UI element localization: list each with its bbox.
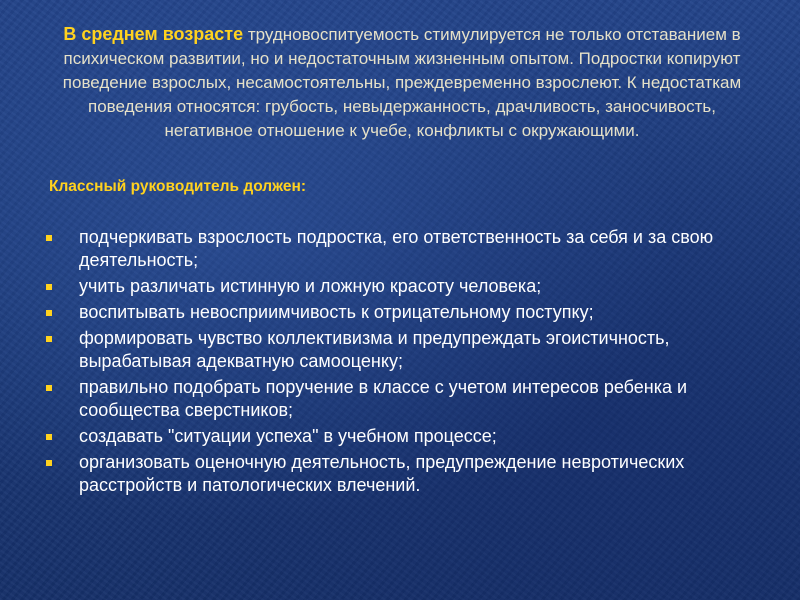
- sub-heading: Классный руководитель должен:: [49, 178, 307, 195]
- list-item-text: создавать "ситуации успеха" в учебном процессе;: [79, 426, 497, 446]
- square-bullet-icon: [46, 284, 52, 290]
- intro-lead: В среднем возрасте: [63, 24, 244, 44]
- square-bullet-icon: [46, 385, 52, 391]
- list-item-text: формировать чувство коллективизма и предупреждать эгоистичность, вырабатывая адекватную самооценку;: [79, 328, 670, 371]
- square-bullet-icon: [46, 336, 52, 342]
- list-item-text: организовать оценочную деятельность, предупреждение невротических расстройств и патологических влечений.: [79, 452, 685, 495]
- list-item: [44, 226, 764, 272]
- list-item: [44, 376, 764, 422]
- square-bullet-icon: [46, 310, 52, 316]
- list-item: [44, 327, 764, 373]
- list-item: [44, 425, 764, 448]
- list-item-text: подчеркивать взрослость подростка, его ответственность за себя и за свою деятельность;: [79, 227, 714, 270]
- intro-text: трудновоспитуемость стимулируется не только отставанием в психическом развитии, но и недостаточным жизненным опытом. Подростки копируют поведение взрослых, несамостоятельны, преждевременно взрослеют. К недостаткам поведения относятся: грубость, невыдержанность, драчливость, заносчивость, негативное отношение к учебе, конфликты с окружающими.: [62, 25, 742, 140]
- duties-list: [44, 226, 764, 500]
- list-item: [44, 301, 764, 324]
- square-bullet-icon: [46, 460, 52, 466]
- square-bullet-icon: [46, 235, 52, 241]
- list-item: [44, 275, 764, 298]
- intro-paragraph: [52, 22, 752, 143]
- list-item-text: учить различать истинную и ложную красоту человека;: [79, 276, 542, 296]
- list-item: [44, 451, 764, 497]
- list-item-text: правильно подобрать поручение в классе с учетом интересов ребенка и сообщества сверстников;: [79, 377, 688, 420]
- list-item-text: воспитывать невосприимчивость к отрицательному поступку;: [79, 302, 594, 322]
- square-bullet-icon: [46, 434, 52, 440]
